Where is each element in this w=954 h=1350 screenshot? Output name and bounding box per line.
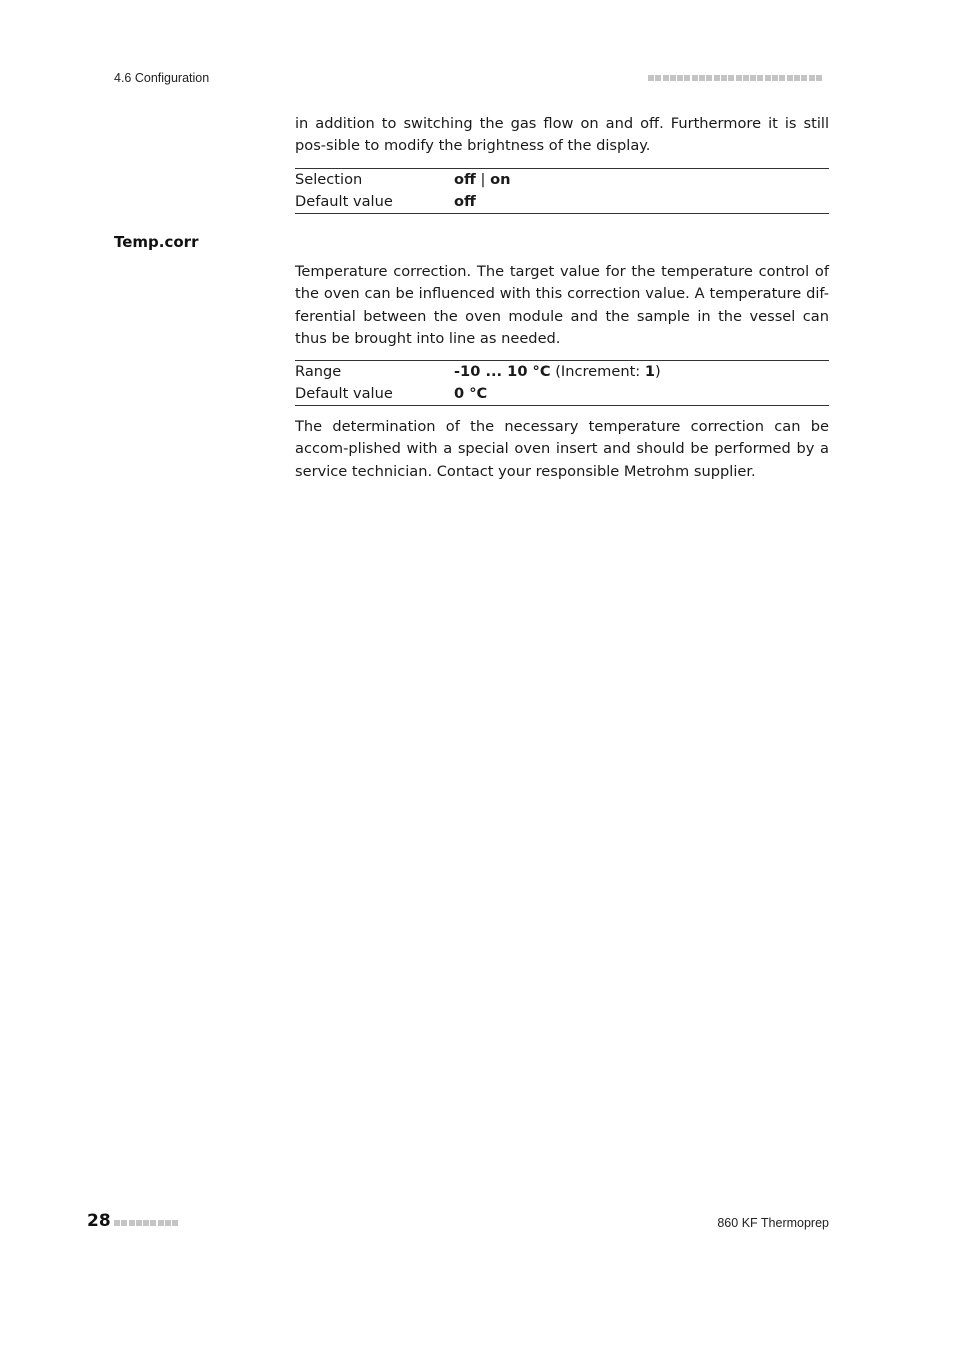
parameter-table-tempcorr [295, 360, 829, 406]
table-row [295, 383, 829, 405]
param-value-selection [454, 169, 510, 191]
running-header-section: 4.6 Configuration [114, 71, 210, 85]
increment-suffix: ) [655, 363, 661, 380]
header-decoration-dots [648, 75, 822, 81]
param-label-range: Range [295, 363, 342, 380]
page-number: 28 [87, 1211, 111, 1231]
value-separator: | [475, 171, 491, 188]
footer-decoration-dots [114, 1220, 178, 1226]
tempcorr-description: Temperature correction. The target value for the temperature control of the oven can be influenced with this correction value. A temperature dif-ferential between the oven module and the sample in the vessel can thus be brought into line as needed. [295, 263, 829, 348]
param-label-selection: Selection [295, 171, 363, 188]
range-value: -10 ... 10 °C [454, 363, 551, 380]
param-value-default [454, 191, 476, 213]
param-label-default: Default value [295, 385, 393, 402]
increment-prefix: (Increment: [550, 363, 645, 380]
note-paragraph: The determination of the necessary temperature correction can be accom-plished with a special oven insert and should be performed by a service technician. Contact your responsible Metrohm supplier. [295, 418, 829, 480]
param-value-range [454, 361, 661, 383]
table-row [295, 361, 829, 383]
table-row [295, 169, 829, 191]
table-row [295, 191, 829, 213]
default-off: off [454, 193, 476, 210]
intro-paragraph: in addition to switching the gas flow on and off. Furthermore it is still pos-sible to modify the brightness of the display. [295, 115, 829, 155]
increment-value: 1 [644, 363, 656, 380]
value-off: off [454, 171, 476, 188]
footer-product-name: 860 KF Thermoprep [717, 1216, 829, 1230]
param-label-default: Default value [295, 193, 393, 210]
section-title-tempcorr: Temp.corr [114, 233, 199, 251]
parameter-table-display [295, 168, 829, 214]
param-value-default [454, 383, 487, 405]
tempcorr-description-block [295, 261, 829, 351]
intro-block [295, 113, 829, 158]
value-on: on [490, 171, 511, 188]
note-block [295, 416, 829, 483]
default-temp: 0 °C [454, 385, 488, 402]
